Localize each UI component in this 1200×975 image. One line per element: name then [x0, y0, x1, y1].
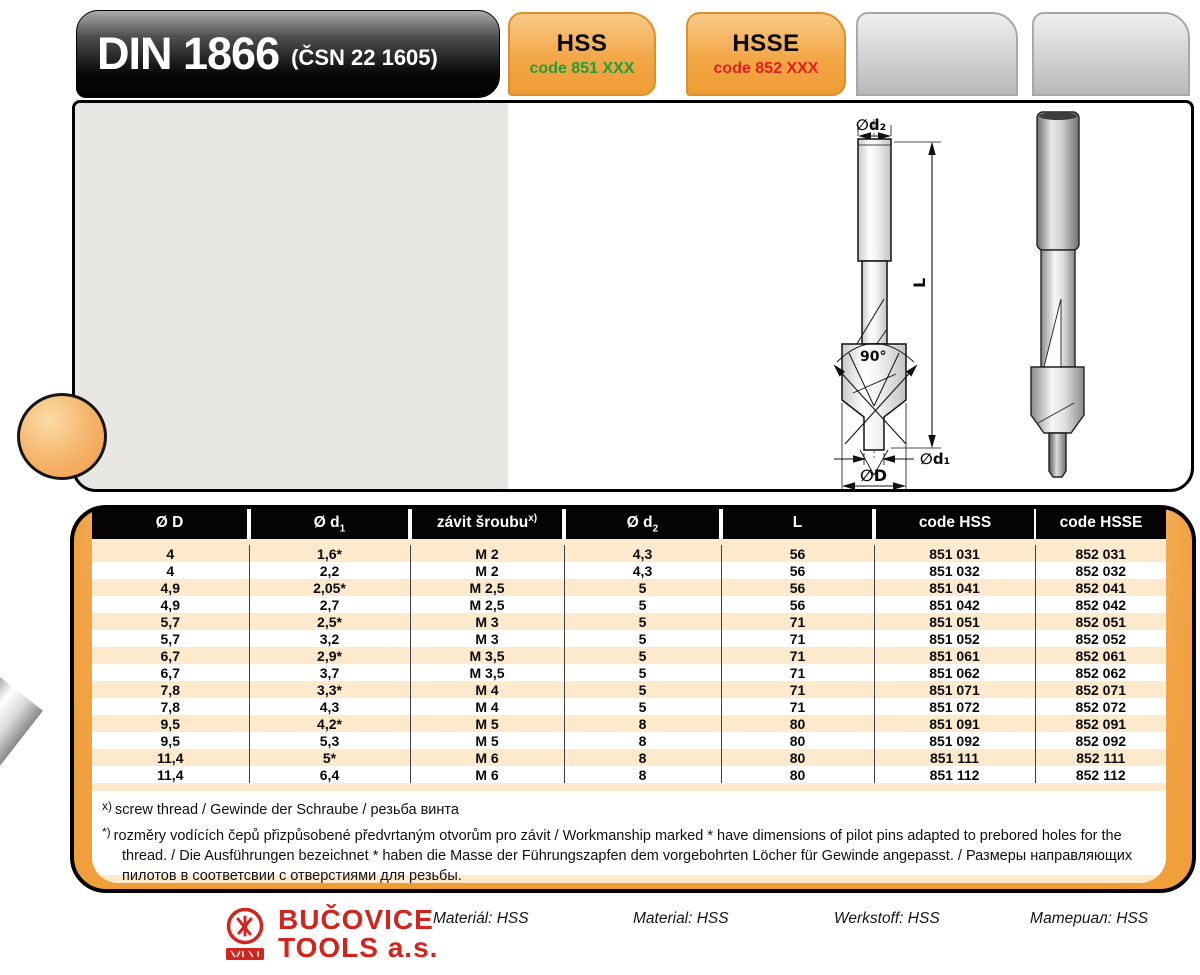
table-row [92, 664, 1166, 681]
table-row [92, 681, 1166, 698]
cell-code-hsse: 852 092 [1035, 732, 1166, 749]
cell-d1: 3,7 [249, 664, 410, 681]
cell-d1: 3,3* [249, 681, 410, 698]
cell-d1: 5,3 [249, 732, 410, 749]
table-area [92, 509, 1166, 883]
cell-code-hss: 851 112 [874, 766, 1035, 783]
badge-empty-1 [856, 12, 1018, 96]
cell-D: 4,9 [160, 596, 180, 613]
2d-counterbore-outline [842, 119, 906, 475]
cell-thread: M 5 [410, 715, 564, 732]
description-panel [75, 103, 508, 489]
company-logo [222, 906, 438, 964]
cell-d2: 5 [564, 664, 721, 681]
cell-code-hsse: 852 061 [1035, 647, 1166, 664]
table-header [92, 509, 1166, 542]
badge-hss-label: HSS [556, 30, 608, 57]
table-row [92, 698, 1166, 715]
label-L: L [910, 277, 929, 288]
cell-d1: 4,3 [249, 698, 410, 715]
cell-code-hsse: 852 051 [1035, 613, 1166, 630]
cell-code-hss: 851 061 [874, 647, 1035, 664]
drill-shank [0, 674, 43, 869]
cell-d1: 3,2 [249, 630, 410, 647]
cell-d2: 5 [564, 579, 721, 596]
material-ru: Материал: HSS [1030, 910, 1149, 927]
cell-code-hss: 851 041 [874, 579, 1035, 596]
cell-thread: M 3 [410, 630, 564, 647]
badge-hsse-code: code 852 XXX [713, 60, 819, 77]
cell-code-hss: 851 042 [874, 596, 1035, 613]
col-code-hss: code HSS [874, 509, 1035, 542]
cell-d1: 2,05* [249, 579, 410, 596]
page-title: DIN 1866 [97, 28, 280, 79]
cell-L: 71 [721, 698, 874, 715]
cell-code-hss: 851 052 [874, 630, 1035, 647]
footnote-asterisk: *) rozměry vodících čepů přizpůsobené předvrtaným otvorům pro závit / Workmanship marked * have dimensions of pilot pins adapted to prebored holes for the thread. / Die Ausführungen bezeichnet * haben die Masse der Führungszapfen dem vorgebohrten Löcher für Gewinde angepasst. / Размеры направляющих пилотов в соответсвии с отверстиями для резьбы. [102, 825, 1133, 883]
3d-counterbore-render [1031, 112, 1084, 477]
col-L: L [721, 509, 874, 542]
dimensions-table [92, 509, 1166, 783]
col-d1: Ø $d_1$ [249, 509, 410, 542]
cell-code-hsse: 852 062 [1035, 664, 1166, 681]
cell-code-hss: 851 062 [874, 664, 1035, 681]
logo-line-1: BUČOVICE [278, 904, 434, 935]
cell-thread: M 2 [410, 562, 564, 579]
cell-code-hss: 851 071 [874, 681, 1035, 698]
cell-d2: 8 [564, 715, 721, 732]
cell-D: 11,4 [157, 749, 184, 766]
cell-D: 5,7 [160, 630, 180, 647]
cell-d2: 8 [564, 732, 721, 749]
cell-d2: 5 [564, 613, 721, 630]
cell-D: 9,5 [160, 732, 180, 749]
cell-code-hsse: 852 112 [1035, 766, 1166, 783]
cell-code-hss: 851 051 [874, 613, 1035, 630]
cell-d2: 5 [564, 681, 721, 698]
material-en: Material: HSS [633, 910, 729, 927]
cell-code-hsse: 852 052 [1035, 630, 1166, 647]
cell-code-hsse: 852 031 [1035, 542, 1166, 562]
cell-d2: 5 [564, 647, 721, 664]
cell-d2: 8 [564, 766, 721, 783]
badge-empty-2 [1032, 12, 1190, 96]
cell-d1: 2,7 [249, 596, 410, 613]
cell-L: 71 [721, 613, 874, 630]
table-row [92, 749, 1166, 766]
cell-code-hsse: 852 041 [1035, 579, 1166, 596]
cell-D: 4,9 [160, 579, 180, 596]
badge-hss-code: code 851 XXX [529, 60, 635, 77]
cell-thread: M 4 [410, 698, 564, 715]
table-row [92, 562, 1166, 579]
cell-d2: 4,3 [564, 542, 721, 562]
cell-code-hss: 851 032 [874, 562, 1035, 579]
cell-D: 7,8 [160, 698, 180, 715]
cell-D: 11,4 [157, 766, 184, 783]
cell-L: 71 [721, 647, 874, 664]
cell-code-hsse: 852 071 [1035, 681, 1166, 698]
cell-L: 80 [721, 732, 874, 749]
table-row [92, 542, 1166, 562]
badge-hss [508, 12, 656, 96]
cell-d2: 4,3 [564, 562, 721, 579]
col-thread: závit šroubu$^{x)}$ [410, 509, 564, 542]
footer [0, 898, 1200, 975]
dimensions-table-panel [70, 505, 1196, 893]
cell-code-hsse: 852 032 [1035, 562, 1166, 579]
footnotes [92, 791, 1166, 883]
cell-L: 80 [721, 749, 874, 766]
table-row [92, 715, 1166, 732]
table-row [92, 732, 1166, 749]
cell-D: 4 [92, 542, 249, 562]
cell-thread: M 6 [410, 749, 564, 766]
table-body [92, 542, 1166, 783]
material-de: Werkstoff: HSS [834, 910, 940, 927]
label-d2: ∅d₂ [856, 116, 887, 134]
cell-thread: M 6 [410, 766, 564, 783]
cell-L: 80 [721, 766, 874, 783]
orange-circle-decoration [17, 393, 107, 480]
cell-thread: M 5 [410, 732, 564, 749]
badge-hsse [686, 12, 846, 96]
cell-L: 71 [721, 630, 874, 647]
col-D: Ø D [92, 509, 249, 542]
cell-d2: 5 [564, 630, 721, 647]
cell-code-hsse: 852 072 [1035, 698, 1166, 715]
logo-line-2: TOOLS a.s. [278, 932, 439, 963]
table-row [92, 613, 1166, 630]
table-row [92, 579, 1166, 596]
cell-d1: 2,2 [249, 562, 410, 579]
col-d2: Ø $d_2$ [564, 509, 721, 542]
cell-D: 4 [166, 562, 175, 579]
cell-thread: M 2,5 [410, 596, 564, 613]
cell-d1: 2,9* [249, 647, 410, 664]
label-angle: 90° [860, 349, 887, 365]
cell-D: 9,5 [160, 715, 180, 732]
cell-L: 71 [721, 681, 874, 698]
logo-emblem-icon [222, 906, 268, 964]
cell-L: 71 [721, 664, 874, 681]
label-d1: ∅d₁ [920, 450, 951, 468]
cell-L: 56 [721, 542, 874, 562]
table-row [92, 647, 1166, 664]
cell-d1: 1,6* [249, 542, 410, 562]
footnote-thread: $^{x)}$ screw thread / Gewinde der Schraube / резьба винта [102, 799, 459, 818]
label-D: ∅D [860, 466, 887, 485]
table-row [92, 630, 1166, 647]
cell-thread: M 4 [410, 681, 564, 698]
cell-d2: 5 [564, 698, 721, 715]
badge-hsse-label: HSSE [732, 30, 800, 57]
cell-L: 80 [721, 715, 874, 732]
cell-d1: 4,2* [249, 715, 410, 732]
description-and-drawing-box [72, 100, 1194, 492]
cell-code-hss: 851 091 [874, 715, 1035, 732]
cell-code-hss: 851 072 [874, 698, 1035, 715]
cell-code-hss: 851 092 [874, 732, 1035, 749]
cell-D: 6,7 [160, 664, 180, 681]
cell-d1: 6,4 [249, 766, 410, 783]
cell-D: 5,7 [160, 613, 180, 630]
cell-code-hsse: 852 042 [1035, 596, 1166, 613]
cell-code-hsse: 852 091 [1035, 715, 1166, 732]
cell-thread: M 3,5 [410, 647, 564, 664]
cell-d1: 2,5* [249, 613, 410, 630]
logo-text [278, 906, 438, 964]
cell-L: 56 [721, 579, 874, 596]
cell-d2: 8 [564, 749, 721, 766]
footnote-marker-star: *) [102, 825, 111, 839]
cell-D: 7,8 [160, 681, 180, 698]
table-row [92, 766, 1166, 783]
technical-drawing [508, 103, 1194, 489]
cell-L: 56 [721, 562, 874, 579]
material-cz: Materiál: HSS [433, 910, 529, 927]
cell-L: 56 [721, 596, 874, 613]
col-code-hsse: code HSSE [1035, 509, 1166, 542]
cell-code-hss: 851 111 [874, 749, 1035, 766]
cell-d2: 5 [564, 596, 721, 613]
cell-d1: 5* [249, 749, 410, 766]
cell-thread: M 2,5 [410, 579, 564, 596]
cell-thread: M 2 [410, 542, 564, 562]
cell-thread: M 3 [410, 613, 564, 630]
cell-code-hsse: 852 111 [1035, 749, 1166, 766]
table-row [92, 596, 1166, 613]
cell-thread: M 3,5 [410, 664, 564, 681]
cell-code-hss: 851 031 [874, 542, 1035, 562]
footnote-marker-x: x) [102, 799, 112, 813]
standard-title-box [76, 10, 500, 98]
page-subtitle: (ČSN 22 1605) [291, 45, 438, 70]
cell-D: 6,7 [160, 647, 180, 664]
